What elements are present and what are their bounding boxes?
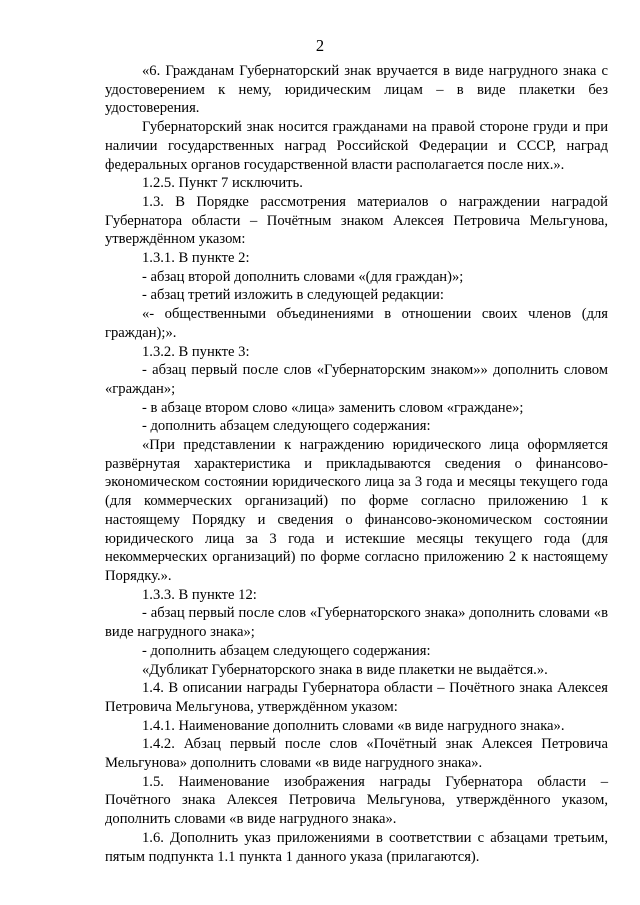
document-body <box>105 62 608 866</box>
paragraph-1-3-3-item-1: - абзац первый после слов «Губернаторского знака» дополнить словами «в виде нагрудного знака»; <box>105 605 608 641</box>
paragraph-1-3-2-item-3: - дополнить абзацем следующего содержания: <box>142 418 431 435</box>
paragraph-1-3-2-item-2: - в абзаце втором слово «лица» заменить словом «граждане»; <box>142 399 524 416</box>
page-number: 2 <box>315 36 325 55</box>
paragraph-1-3-3-quote: «Дубликат Губернаторского знака в виде плакетки не выдаётся.». <box>142 661 548 678</box>
paragraph-1-3: 1.3. В Порядке рассмотрения материалов о награждении наградой Губернатора области – Почётным знаком Алексея Петровича Мельгунова, утверждённом указом: <box>105 193 608 248</box>
paragraph-1-3-3: 1.3.3. В пункте 12: <box>142 586 257 603</box>
paragraph-1-3-1: 1.3.1. В пункте 2: <box>142 250 250 267</box>
paragraph-1-3-3-item-2: - дополнить абзацем следующего содержания: <box>142 642 431 659</box>
paragraph-1-5: 1.5. Наименование изображения награды Губернатора области – Почётного знака Алексея Петровича Мельгунова, утверждённого указом, дополнить словами «в виде нагрудного знака». <box>105 773 608 828</box>
paragraph-1-3-1-item-2: - абзац третий изложить в следующей редакции: <box>142 287 444 304</box>
paragraph-wearing-rules: Губернаторский знак носится гражданами на правой стороне груди и при наличии государственных наград Российской Федерации и СССР, наград федеральных органов государственной власти располагается после них.». <box>105 119 608 173</box>
paragraph-1-3-2-item-1: - абзац первый после слов «Губернаторским знаком»» дополнить словом «граждан»; <box>105 362 608 397</box>
paragraph-1-4: 1.4. В описании награды Губернатора области – Почётного знака Алексея Петровича Мельгунова, утверждённом указом: <box>105 680 608 715</box>
paragraph-6-award-form: «6. Гражданам Губернаторский знак вручается в виде нагрудного знака с удостоверением к нему, юридическим лицам – в виде плакетки без удостоверения. <box>105 63 608 117</box>
paragraph-1-3-2: 1.3.2. В пункте 3: <box>142 343 250 360</box>
paragraph-1-4-1: 1.4.1. Наименование дополнить словами «в виде нагрудного знака». <box>142 717 565 734</box>
paragraph-1-3-2-quote: «При представлении к награждению юридического лица оформляется развёрнутая характеристика и прикладываются сведения о финансово-экономическом состоянии юридического лица за 3 года и месяцы текущего года (для коммерческих организаций) по форме согласно приложению 1 к настоящему Порядку и сведения о финансово-экономическом состоянии юридического лица за 3 года и истекшие месяцы текущего года (для некоммерческих организаций) по форме согласно приложению 2 к настоящему Порядку.». <box>105 437 608 584</box>
paragraph-1-2-5: 1.2.5. Пункт 7 исключить. <box>142 175 303 192</box>
paragraph-1-3-1-item-1: - абзац второй дополнить словами «(для граждан)»; <box>142 268 464 285</box>
paragraph-1-3-1-quote: «- общественными объединениями в отношении своих членов (для граждан);». <box>105 306 608 341</box>
paragraph-1-4-2: 1.4.2. Абзац первый после слов «Почётный знак Алексея Петровича Мельгунова» дополнить словами «в виде нагрудного знака». <box>105 736 608 772</box>
paragraph-1-6: 1.6. Дополнить указ приложениями в соответствии с абзацами третьим, пятым подпункта 1.1 пункта 1 данного указа (прилагаются). <box>105 829 608 865</box>
